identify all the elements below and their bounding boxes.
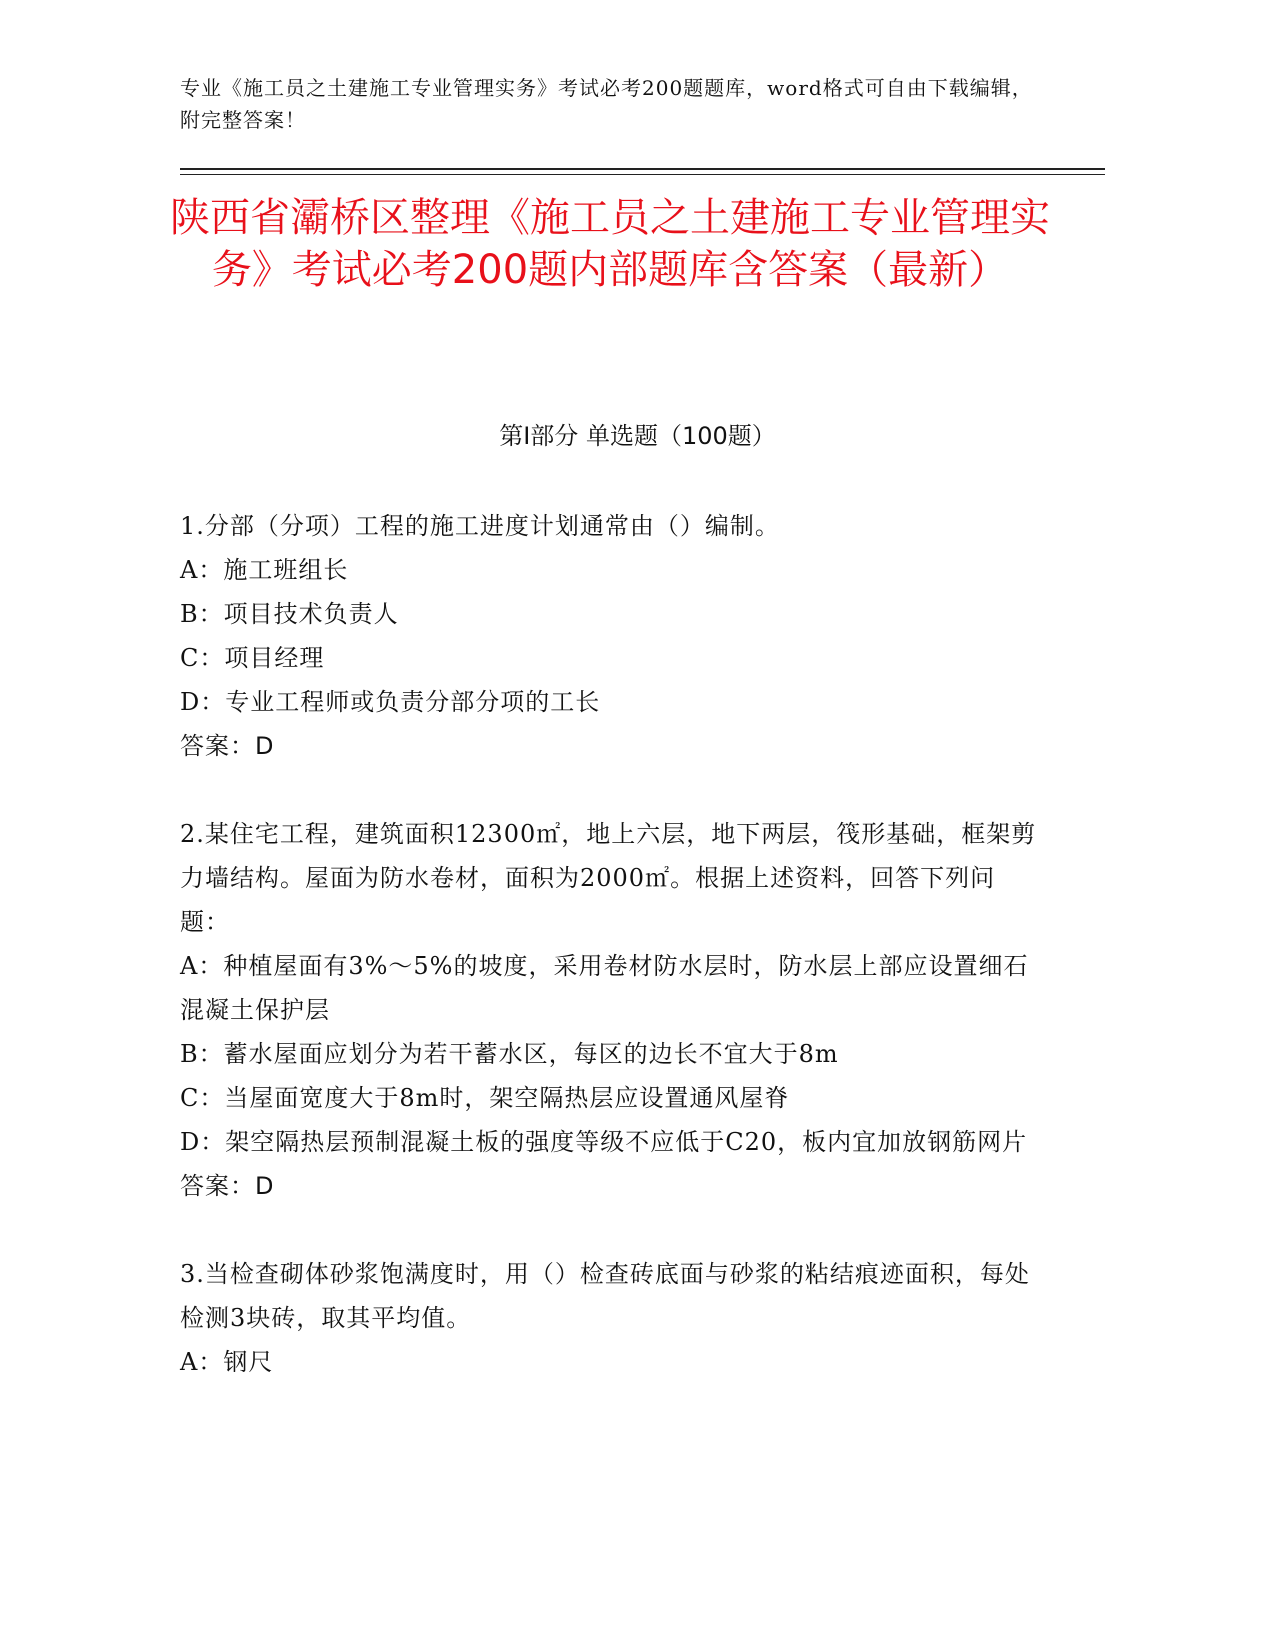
answer: 答案：D — [180, 732, 275, 760]
option-b: B：蓄水屋面应划分为若干蓄水区，每区的边长不宜大于8m — [180, 1040, 839, 1068]
question-2 — [180, 812, 1040, 1208]
question-stem: 1.分部（分项）工程的施工进度计划通常由（）编制。 — [180, 512, 780, 540]
question-stem: 3.当检查砌体砂浆饱满度时，用（）检查砖底面与砂浆的粘结痕迹面积，每处检测3块砖，取其平均值。 — [180, 1260, 1030, 1332]
option-a: A：种植屋面有3%～5%的坡度，采用卷材防水层时，防水层上部应设置细石混凝土保护层 — [180, 952, 1029, 1024]
document-title: 陕西省灞桥区整理《施工员之土建施工专业管理实务》考试必考200题内部题库含答案（最新） — [170, 195, 1050, 293]
header-divider-thin — [180, 174, 1105, 175]
question-3 — [180, 1252, 1040, 1384]
question-list — [180, 504, 1040, 1428]
header-divider — [180, 168, 1105, 170]
option-a: A：钢尺 — [180, 1348, 274, 1376]
option-d: D：架空隔热层预制混凝土板的强度等级不应低于C20，板内宜加放钢筋网片 — [180, 1128, 1028, 1156]
answer: 答案：D — [180, 1172, 275, 1200]
section-heading: 第I部分 单选题（100题） — [499, 422, 776, 450]
option-a: A：施工班组长 — [180, 556, 349, 584]
question-1 — [180, 504, 1040, 768]
option-d: D：专业工程师或负责分部分项的工长 — [180, 688, 601, 716]
question-stem: 2.某住宅工程，建筑面积12300㎡，地上六层，地下两层，筏形基础，框架剪力墙结构。屋面为防水卷材，面积为2000㎡。根据上述资料，回答下列问题： — [180, 820, 1037, 936]
header-note: 专业《施工员之土建施工专业管理实务》考试必考200题题库，word格式可自由下载编辑，附完整答案！ — [180, 76, 1033, 132]
option-c: C：当屋面宽度大于8m时，架空隔热层应设置通风屋脊 — [180, 1084, 790, 1112]
option-c: C：项目经理 — [180, 644, 325, 672]
option-b: B：项目技术负责人 — [180, 600, 399, 628]
